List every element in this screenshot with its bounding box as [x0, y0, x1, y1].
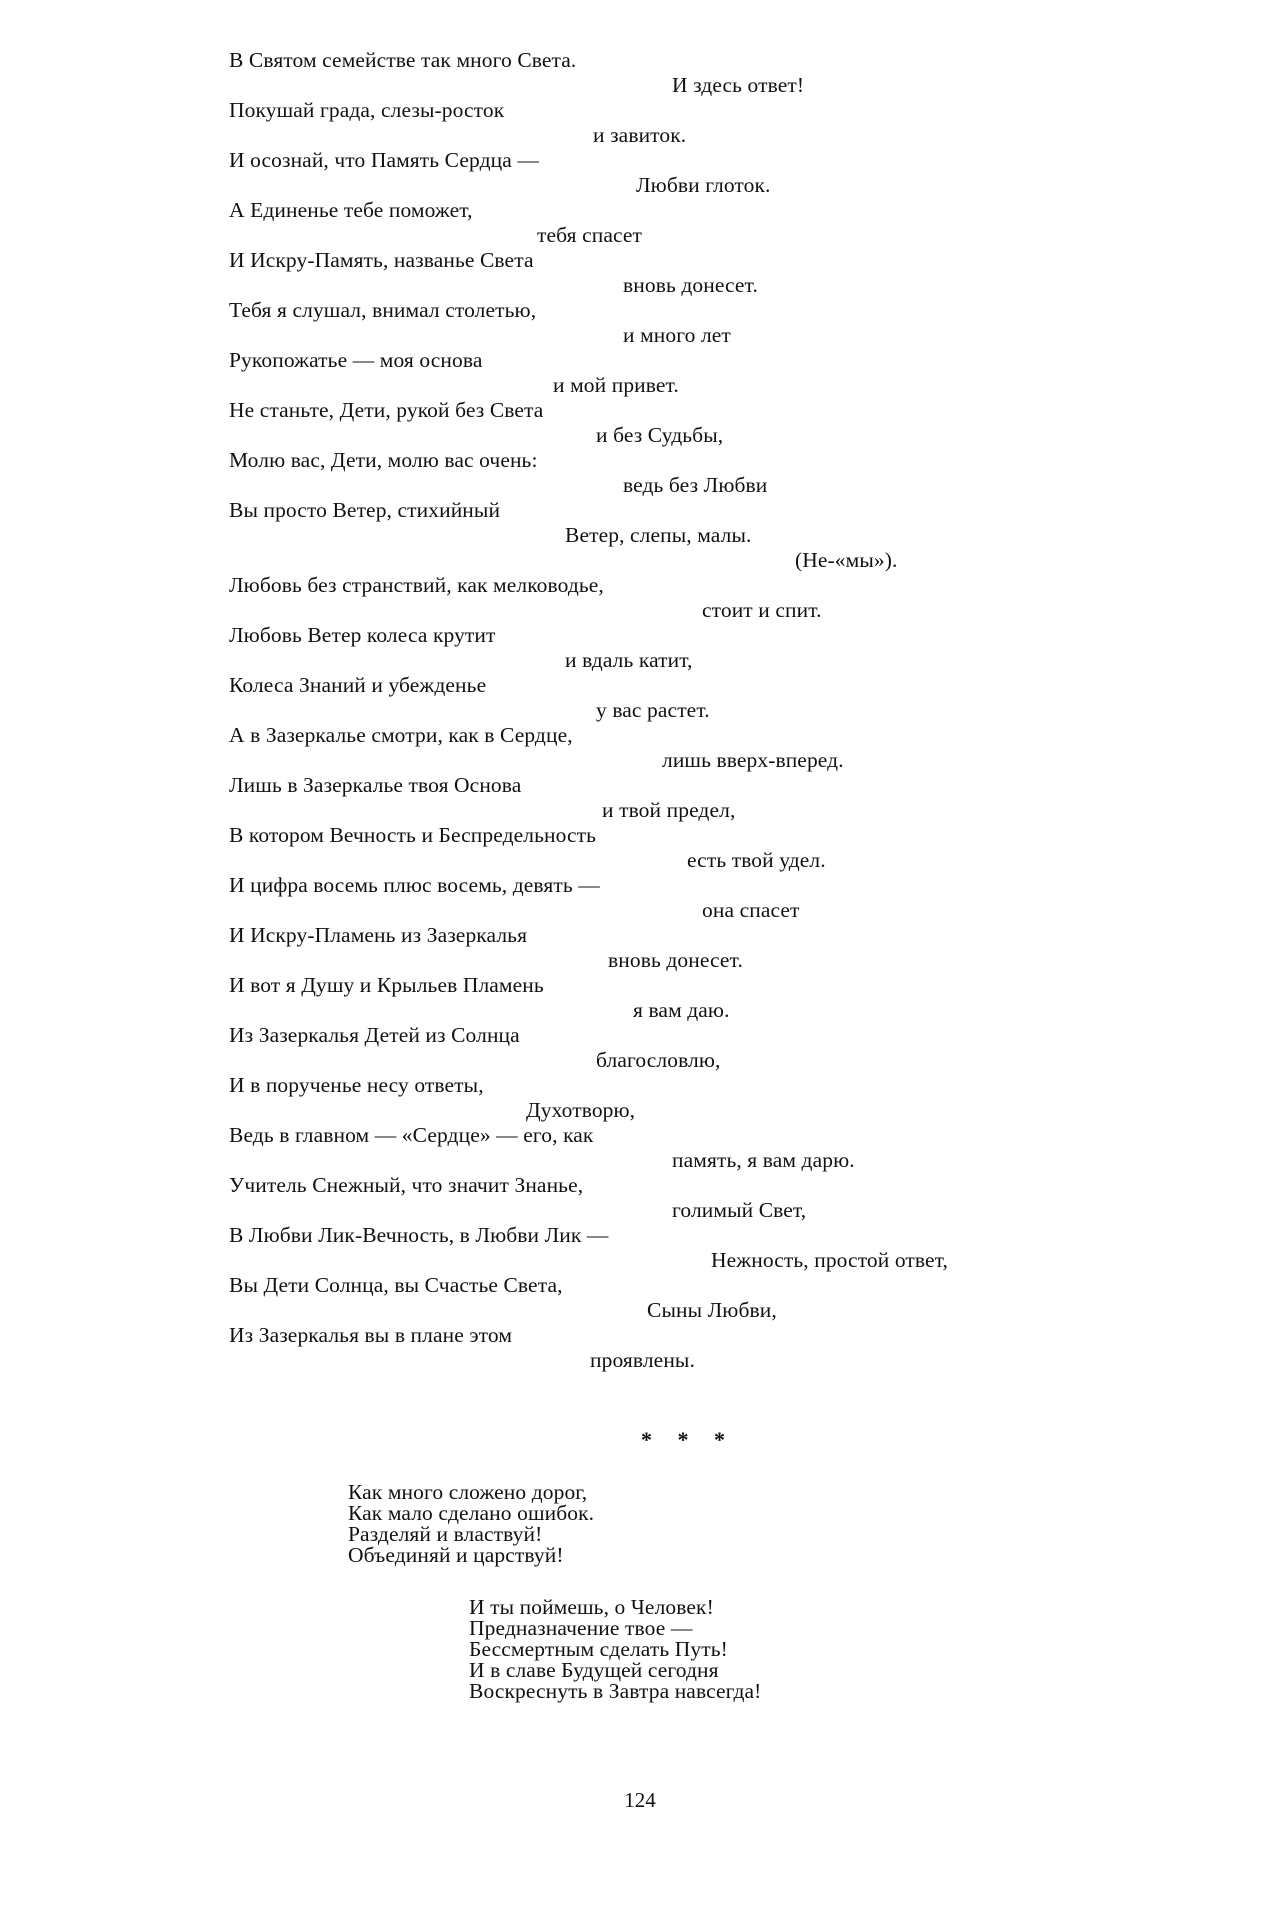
poem-line: и много лет — [623, 323, 731, 347]
poem-line: и вдаль катит, — [565, 648, 693, 672]
poem-line: голимый Свет, — [672, 1198, 807, 1222]
poem-line: и без Судьбы, — [596, 423, 724, 447]
poem-second — [348, 1482, 1048, 1702]
poem-line: Тебя я слушал, внимал столетью, — [229, 298, 537, 322]
poem-line: и завиток. — [593, 123, 687, 147]
poem-line: она спасет — [702, 898, 800, 922]
poem-line: у вас растет. — [596, 698, 710, 722]
poem-line: Из Зазеркалья вы в плане этом — [229, 1323, 513, 1347]
poem-line: Покушай града, слезы-росток — [229, 98, 505, 122]
poem-line: есть твой удел. — [687, 848, 826, 872]
poem-line: память, я вам дарю. — [672, 1148, 855, 1172]
poem-line: Предназначение твое — — [469, 1616, 693, 1640]
poem-line: В котором Вечность и Беспредельность — [229, 823, 597, 847]
poem-line: Не станьте, Дети, рукой без Света — [229, 398, 544, 422]
poem-line: Нежность, простой ответ, — [711, 1248, 949, 1272]
poem-line: И ты поймешь, о Человек! — [469, 1595, 714, 1619]
poem-line: А Единенье тебе поможет, — [229, 198, 473, 222]
section-separator — [0, 1427, 1280, 1453]
poem-line: я вам даю. — [633, 998, 730, 1022]
poem-line: Вы просто Ветер, стихийный — [229, 498, 501, 522]
poem-line: А в Зазеркалье смотри, как в Сердце, — [229, 723, 573, 747]
poem-line: Духотворю, — [526, 1098, 636, 1122]
poem-line: Любви глоток. — [636, 173, 771, 197]
poem-main — [229, 48, 1129, 1373]
poem-line: Воскреснуть в Завтра навсегда! — [469, 1679, 762, 1703]
poem-line: проявлены. — [590, 1348, 695, 1372]
poem-line: В Любви Лик-Вечность, в Любви Лик — — [229, 1223, 609, 1247]
poem-line: Учитель Снежный, что значит Знанье, — [229, 1173, 584, 1197]
poem-line: стоит и спит. — [702, 598, 822, 622]
poem-line: Ведь в главном — «Сердце» — его, как — [229, 1123, 594, 1147]
poem-line: И Искру-Пламень из Зазеркалья — [229, 923, 528, 947]
poem-line: Из Зазеркалья Детей из Солнца — [229, 1023, 520, 1047]
poem-line: И Искру-Память, названье Света — [229, 248, 534, 272]
poem-line: вновь донесет. — [608, 948, 743, 972]
poem-line: (Не-«мы»). — [795, 548, 898, 572]
poem-line: Разделяй и властвуй! — [348, 1522, 543, 1546]
poem-line: Рукопожатье — моя основа — [229, 348, 483, 372]
poem-line: Как много сложено дорог, — [348, 1480, 588, 1504]
poem-line: И здесь ответ! — [672, 73, 805, 97]
poem-line: Любовь без странствий, как мелководье, — [229, 573, 604, 597]
poem-line: ведь без Любви — [623, 473, 768, 497]
poem-line: Ветер, слепы, малы. — [565, 523, 752, 547]
poem-line: И в славе Будущей сегодня — [469, 1658, 719, 1682]
poem-line: лишь вверх-вперед. — [662, 748, 844, 772]
poem-line: и мой привет. — [553, 373, 679, 397]
poem-line: И в порученье несу ответы, — [229, 1073, 484, 1097]
separator-asterisks: * * * — [641, 1427, 735, 1452]
poem-line: Любовь Ветер колеса крутит — [229, 623, 496, 647]
poem-line: И осознай, что Память Сердца — — [229, 148, 539, 172]
poem-line: И вот я Душу и Крыльев Пламень — [229, 973, 544, 997]
page-number: 124 — [624, 1788, 656, 1812]
poem-line: и твой предел, — [602, 798, 736, 822]
poem-line: Объединяй и царствуй! — [348, 1543, 564, 1567]
stanza-2 — [348, 1597, 1048, 1702]
poem-line: благословлю, — [596, 1048, 721, 1072]
poem-line: Бессмертным сделать Путь! — [469, 1637, 728, 1661]
poem-line: И цифра восемь плюс восемь, девять — — [229, 873, 600, 897]
poem-line: Молю вас, Дети, молю вас очень: — [229, 448, 538, 472]
poem-line: тебя спасет — [537, 223, 643, 247]
poem-line: Вы Дети Солнца, вы Счастье Света, — [229, 1273, 563, 1297]
poem-line: В Святом семействе так много Света. — [229, 48, 577, 72]
poem-line: Сыны Любви, — [647, 1298, 777, 1322]
poem-line: вновь донесет. — [623, 273, 758, 297]
poem-line: Колеса Знаний и убежденье — [229, 673, 487, 697]
poem-line: Как мало сделано ошибок. — [348, 1501, 595, 1525]
poem-line: Лишь в Зазеркалье твоя Основа — [229, 773, 522, 797]
stanza-1 — [348, 1482, 1048, 1566]
